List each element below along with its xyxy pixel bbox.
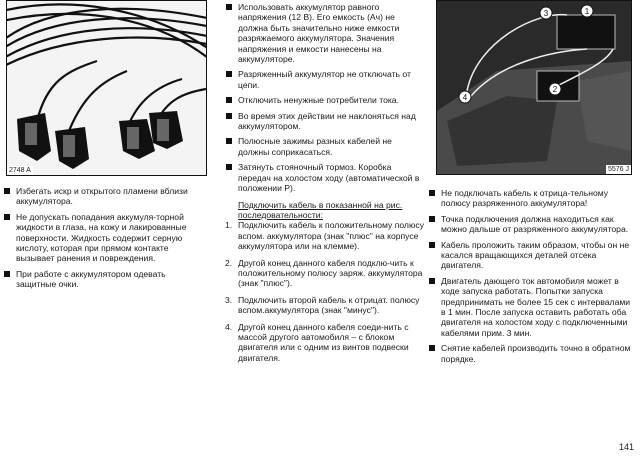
step-text: Другой конец данного кабеля подклю-чить к положительному полюсу заряж. аккумулятора (знак "плюс"). — [238, 257, 423, 289]
middle-column — [225, 2, 425, 369]
step-text: Подключить кабель к положительному полюсу вспом. аккумулятора (знак "плюс" на корпусе аккумулятора или на клемме). — [238, 220, 424, 252]
list-item: Двигатель дающего ток автомобиля может в ходе запуска работать. Попытки запуска предпринимать не более 15 сек с интервалами в 1 мин. После запуска оставить работать оба двигателя на холостом ходу с подключенными кабелями прим. 3 мин. — [428, 276, 636, 338]
callout-label: 4 — [462, 93, 468, 102]
step-item — [225, 258, 425, 289]
steps-heading: Подключить кабель в показанной на рис. последовательности: — [238, 199, 403, 220]
callout-label: 3 — [543, 9, 549, 18]
step-item — [225, 295, 425, 316]
caution-list — [428, 188, 636, 364]
figure-label: 5576 J — [607, 166, 629, 173]
list-item: Разряженный аккумулятор не отключать от цепи. — [225, 69, 425, 90]
step-number: 3. — [225, 294, 233, 305]
list-item: Точка подключения должна находиться как можно дальше от разряженного аккумулятора. — [428, 214, 636, 235]
list-item: Не подключать кабель к отрица-тельному полюсу разряженного аккумулятора! — [428, 188, 636, 209]
list-item: Во время этих действии не наклоняться над аккумулятором. — [225, 111, 425, 132]
list-item: Отключить ненужные потребители тока. — [225, 95, 425, 105]
list-item: Полюсные зажимы разных кабелей не должны соприкасаться. — [225, 136, 425, 157]
step-number: 2. — [225, 257, 233, 268]
list-item: Избегать искр и открытого пламени вблизи аккумулятора. — [3, 186, 208, 207]
step-item — [225, 220, 425, 251]
jumper-cables-figure — [6, 0, 207, 176]
callout-label: 2 — [552, 85, 558, 94]
preparation-list — [225, 2, 425, 194]
list-item: Снятие кабелей производить точно в обратном порядке. — [428, 343, 636, 364]
callout-label: 1 — [584, 7, 590, 16]
step-number: 1. — [225, 220, 233, 231]
list-item: Затянуть стояночный тормоз. Коробка передач на холостом ходу (автоматической в положении Р). — [225, 162, 425, 193]
jumper-cables-illustration — [7, 1, 206, 175]
steps-list — [225, 220, 425, 363]
step-text: Другой конец данного кабеля соеди-нить с массой другого автомобиля – с блоком двигателя или с одним из винтов подвески двигателя. — [238, 321, 409, 363]
list-item: Кабель проложить таким образом, чтобы он не касался вращающихся деталей отсека двигателя. — [428, 240, 636, 271]
step-number: 4. — [225, 321, 233, 332]
page-number: 141 — [618, 442, 634, 452]
list-item: Не допускать попадания аккумуля-торной жидкости в глаза, на кожу и лакированные поверхности. Жидкость содержит серную кислоту, которая при прямом контакте вызывает ранения и повреждения. — [3, 212, 208, 264]
step-text: Подключить второй кабель к отрицат. полюсу вспом.аккумулятора (знак "минус"). — [238, 294, 420, 316]
step-item — [225, 322, 425, 364]
list-item: Использовать аккумулятор равного напряжения (12 В). Его емкость (Ач) не должна быть значительно ниже емкости разряжаемого аккумулятора. Значения напряжения и емкости нанесены на аккумуляторе. — [225, 2, 425, 64]
left-column — [3, 0, 208, 295]
engine-bay-figure — [436, 0, 632, 175]
figure-label: 2748 A — [9, 167, 31, 174]
warning-list — [3, 186, 208, 290]
right-column — [428, 0, 636, 369]
list-item: При работе с аккумулятором одевать защитные очки. — [3, 269, 208, 290]
engine-bay-illustration — [437, 1, 631, 174]
